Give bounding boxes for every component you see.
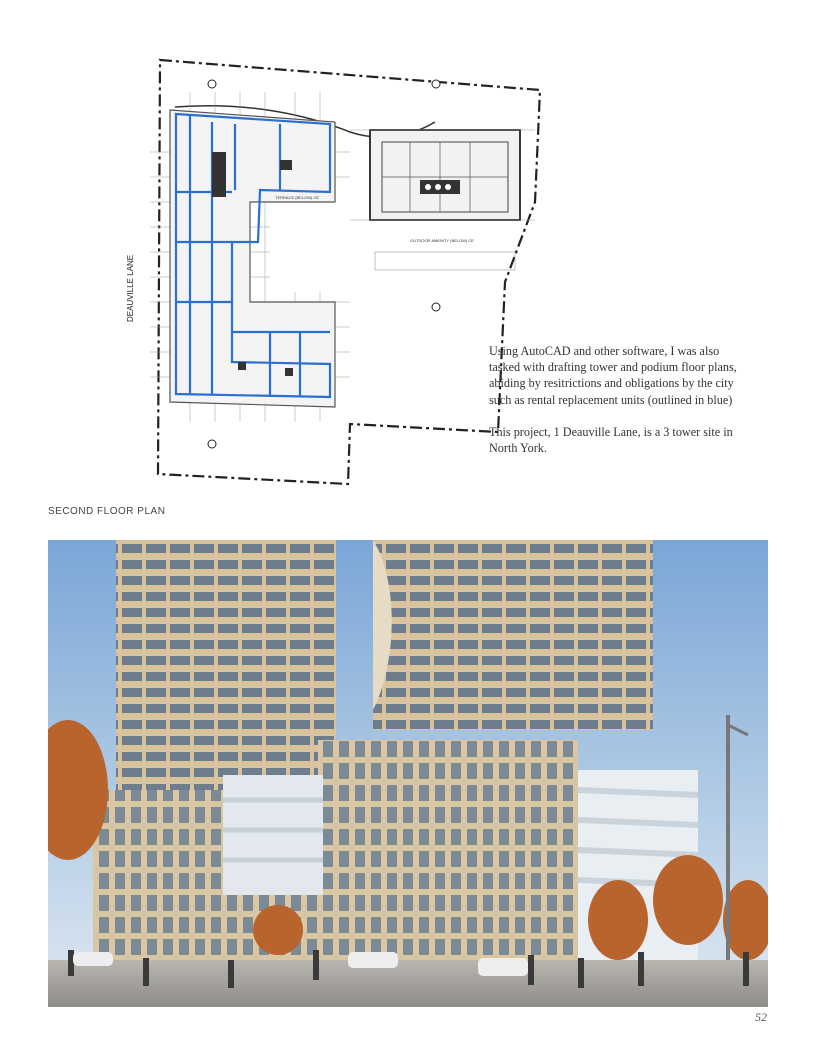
description-paragraph-2: This project, 1 Deauville Lane, is a 3 tower site in North York. bbox=[489, 424, 733, 456]
building-rendering bbox=[48, 540, 768, 1007]
street-label: DEAUVILLE LANE bbox=[126, 254, 135, 322]
project-description bbox=[489, 343, 739, 472]
plan-caption: SECOND FLOOR PLAN bbox=[48, 506, 166, 517]
description-paragraph-1: Using AutoCAD and other software, I was also tasked with drafting tower and podium floor plans, abiding by resitrictions and obligations by the city such as rental replacement units (outlined in blue) bbox=[489, 344, 737, 407]
outdoor-label-right: OUTDOOR AMENITY (BELOW) CE bbox=[410, 238, 474, 243]
tower-right bbox=[373, 540, 653, 730]
podium-mid bbox=[318, 740, 578, 960]
page-number: 52 bbox=[755, 1010, 767, 1024]
plaza bbox=[48, 960, 768, 1007]
tower-plan-right bbox=[350, 130, 535, 270]
outdoor-label-left: TERRACE (BELOW) CE bbox=[275, 195, 320, 200]
tower-left bbox=[116, 540, 336, 800]
